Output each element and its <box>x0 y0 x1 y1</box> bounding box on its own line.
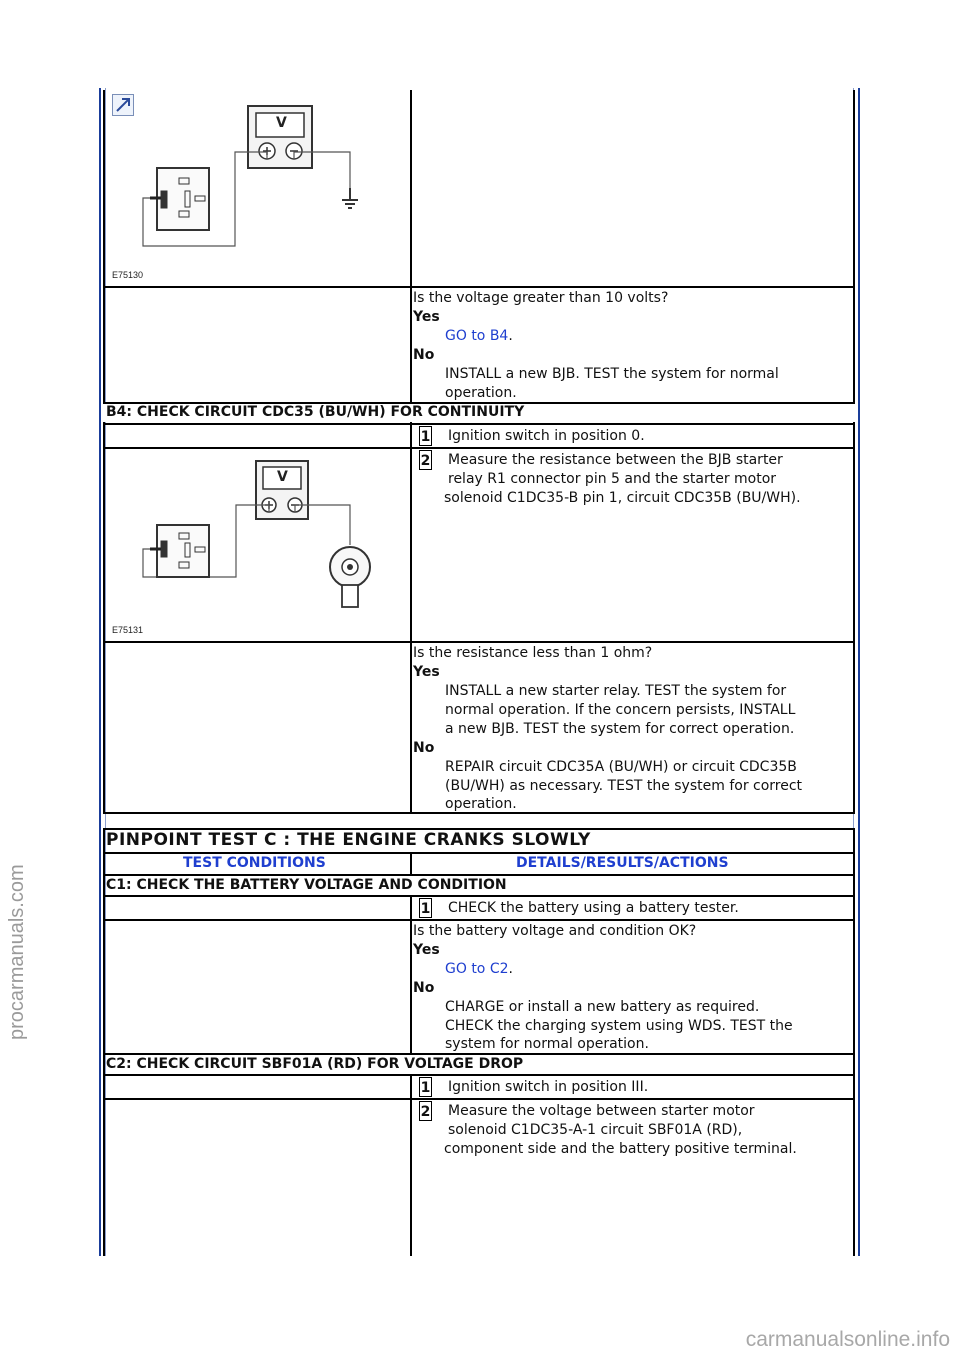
wiring-diagram-voltmeter-solenoid <box>106 449 408 639</box>
b4-step-1-text: Ignition switch in position 0. <box>448 428 645 444</box>
b3-no-label: No <box>413 347 435 363</box>
column-header-test-conditions: TEST CONDITIONS <box>183 855 326 871</box>
b4-yes-line-2: normal operation. If the concern persists, INSTALL <box>445 702 796 718</box>
b4-step-2-line-3: solenoid C1DC35-B pin 1, circuit CDC35B (BU/WH). <box>444 490 801 506</box>
c1-no-line-3: system for normal operation. <box>445 1036 649 1052</box>
c2-heading: C2: CHECK CIRCUIT SBF01A (RD) FOR VOLTAGE DROP <box>106 1056 524 1072</box>
b4-heading: B4: CHECK CIRCUIT CDC35 (BU/WH) FOR CONTINUITY <box>106 404 525 420</box>
b4-no-label: No <box>413 740 435 756</box>
row-divider <box>103 641 855 643</box>
column-divider <box>410 852 412 874</box>
row-divider <box>103 1074 855 1076</box>
row-divider <box>103 286 855 288</box>
row-divider <box>103 423 855 425</box>
c1-no-label: No <box>413 980 435 996</box>
b4-yes-line-3: a new BJB. TEST the system for correct operation. <box>445 721 795 737</box>
b4-no-line-2: (BU/WH) as necessary. TEST the system for correct <box>445 778 803 794</box>
column-divider <box>410 1074 412 1256</box>
column-header-details: DETAILS/RESULTS/ACTIONS <box>516 855 729 871</box>
footer-watermark: carmanualsonline.info <box>745 1328 950 1351</box>
column-divider <box>410 90 412 814</box>
b3-no-line-2: operation. <box>445 385 517 401</box>
period: . <box>508 961 513 977</box>
side-watermark: procarmanuals.com <box>6 864 28 1040</box>
c1-step-1-number: 1 <box>419 898 432 918</box>
figure-e75131 <box>106 449 408 639</box>
c1-no-line-1: CHARGE or install a new battery as required. <box>445 999 760 1015</box>
row-divider <box>103 895 855 897</box>
b4-yes-line-1: INSTALL a new starter relay. TEST the system for <box>445 683 787 699</box>
c2-step-2-number: 2 <box>419 1101 432 1121</box>
b4-step-2-number: 2 <box>419 450 432 470</box>
b4-no-line-1: REPAIR circuit CDC35A (BU/WH) or circuit CDC35B <box>445 759 797 775</box>
page-rule-left-outer <box>99 88 101 1256</box>
c2-step-2-line-3: component side and the battery positive terminal. <box>444 1141 797 1157</box>
c1-heading: C1: CHECK THE BATTERY VOLTAGE AND CONDITION <box>106 877 507 893</box>
goto-b4-link[interactable]: GO to B4 <box>445 328 509 344</box>
c1-yes-label: Yes <box>413 942 440 958</box>
b4-step-2-line-2: relay R1 connector pin 5 and the starter motor <box>448 471 777 487</box>
page-rule-right-outer <box>858 88 860 1256</box>
b3-question: Is the voltage greater than 10 volts? <box>413 290 669 306</box>
row-divider <box>103 1098 855 1100</box>
pinpoint-test-c-title: PINPOINT TEST C : THE ENGINE CRANKS SLOWLY <box>106 830 591 850</box>
b3-no-line-1: INSTALL a new BJB. TEST the system for normal <box>445 366 779 382</box>
goto-c2-link[interactable]: GO to C2 <box>445 961 509 977</box>
period: . <box>508 328 513 344</box>
c1-step-1-text: CHECK the battery using a battery tester. <box>448 900 739 916</box>
row-divider <box>103 852 855 854</box>
c1-yes-action <box>445 960 513 979</box>
wiring-diagram-voltmeter-ground <box>106 92 408 286</box>
row-divider <box>103 919 855 921</box>
b4-no-line-3: operation. <box>445 796 517 812</box>
b3-yes-action <box>445 327 513 346</box>
b4-question: Is the resistance less than 1 ohm? <box>413 645 653 661</box>
c1-no-line-2: CHECK the charging system using WDS. TEST the <box>445 1018 793 1034</box>
c2-step-1-number: 1 <box>419 1077 432 1097</box>
meter-symbol: V <box>276 115 287 131</box>
figure-label: E75131 <box>112 625 144 635</box>
c2-step-2-line-1: Measure the voltage between starter motor <box>448 1103 755 1119</box>
b3-yes-label: Yes <box>413 309 440 325</box>
c1-question: Is the battery voltage and condition OK? <box>413 923 697 939</box>
row-divider <box>103 874 855 876</box>
b4-step-2-line-1: Measure the resistance between the BJB starter <box>448 452 783 468</box>
meter-symbol: V <box>277 469 288 485</box>
b4-yes-label: Yes <box>413 664 440 680</box>
row-divider <box>103 1053 855 1055</box>
c2-step-2-line-2: solenoid C1DC35-A-1 circuit SBF01A (RD), <box>448 1122 743 1138</box>
figure-e75130 <box>106 92 408 286</box>
figure-label: E75130 <box>112 270 144 280</box>
c2-step-1-text: Ignition switch in position III. <box>448 1079 649 1095</box>
b4-step-1-number: 1 <box>419 426 432 446</box>
